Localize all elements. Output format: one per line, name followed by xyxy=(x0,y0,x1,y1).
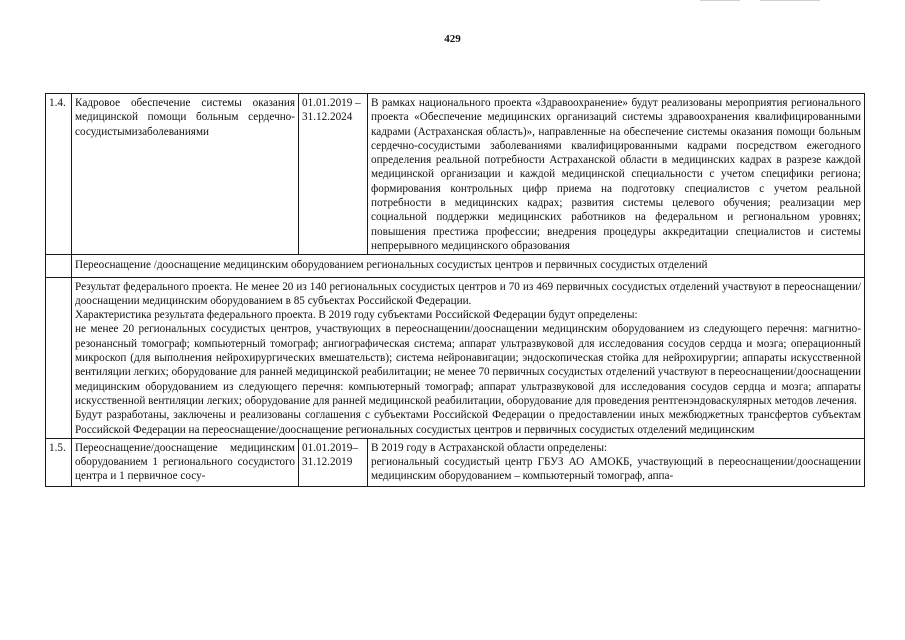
row-number: 1.5. xyxy=(46,438,72,486)
date-start: 01.01.2019 – xyxy=(302,97,361,109)
paragraph: не менее 20 региональных сосудистых центров, участвующих в переоснащении/дооснащении медицинским оборудованием из следующего перечня: магнитно-резонансный томограф; компьютерный томограф; ангиографическая система; аппарат ультразвуковой для исследования сосудов сердца и мозга; операционный микроскоп (для выполнения нейрохирургических вмешательств); система нейронавигации; эндоскопическая стойка для нейрохирургии; аппараты искусственной вентиляции легких; оборудование для ранней медицинской реабилитации; не менее 70 первичных сосудистых отделений участвуют в переоснащении/дооснащении медицинским оборудованием из следующего перечня: компьютерный томограф; аппарат ультразвуковой для исследования сосудов сердца и мозга; аппараты искусственной вентиляции легких; оборудование для ранней медицинской реабилитации, оборудование для проведения рентгенэндоваскулярных методов лечения. xyxy=(75,323,861,407)
date-cell xyxy=(299,438,368,486)
description-cell: В рамках национального проекта «Здравоохранение» будут реализованы мероприятия регионального проекта «Обеспечение медицинских организаций системы здравоохранения квалифицированными кадрами (Астраханская область)», направленные на обеспечение системы оказания помощи больным сердечно-сосудистыми заболеваниями квалифицированными кадрами посредством ежегодного определения реальной потребности Астраханской области в медицинских кадрах в разрезе каждой медицинской организации и каждой медицинской специальности с учетом специфики региона; формирования контрольных цифр приема на подготовку специалистов с учетом реальной потребности в медицинских кадрах; развития системы целевого обучения; реализации мер социальной поддержки медицинских работников на федеральном и региональном уровнях; повышения престижа профессии; внедрения процедуры аккредитации специалистов и системы непрерывного медицинского образования xyxy=(368,94,865,255)
empty-cell xyxy=(46,277,72,438)
paragraph: Характеристика результата федерального проекта. В 2019 году субъектами Российской Федерации будут определены: xyxy=(75,309,638,322)
date-cell xyxy=(299,94,368,255)
date-end: 31.12.2024 xyxy=(302,111,353,124)
description-cell xyxy=(368,438,865,486)
empty-cell xyxy=(46,255,72,277)
section-heading: Переоснащение /дооснащение медицинским оборудованием региональных сосудистых центров и первичных сосудистых отделений xyxy=(72,255,865,277)
table-row xyxy=(46,438,865,486)
row-number: 1.4. xyxy=(46,94,72,255)
date-start: 01.01.2019– xyxy=(302,441,358,454)
description-line: В 2019 году в Астраханской области определены: xyxy=(371,441,608,454)
page-number: 429 xyxy=(444,33,461,45)
table-row xyxy=(46,94,865,255)
measures-table xyxy=(45,93,865,487)
description-line: региональный сосудистый центр ГБУЗ АО АМОКБ, участвующий в переоснащении/дооснащении медицинским оборудованием – компьютерный томограф, аппа- xyxy=(371,456,861,483)
scan-artifact xyxy=(760,0,820,1)
task-text: Переоснащение/дооснащение медицинским оборудованием 1 регионального сосудистого центра и 1 первичное сосу- xyxy=(75,441,295,483)
date-end: 31.12.2019 xyxy=(302,456,353,469)
paragraph: Результат федерального проекта. Не менее 20 из 140 региональных сосудистых центров и 70 из 469 первичных сосудистых отделений участвуют в переоснащении/дооснащении медицинским оборудованием в 85 субъектах Российской Федерации. xyxy=(75,280,861,307)
federal-result-row xyxy=(46,277,865,438)
task-cell: Кадровое обеспечение системы оказания медицинской помощи больным сердечно-сосудистымизаболеваниями xyxy=(72,94,299,255)
federal-result-cell xyxy=(72,277,865,438)
scan-artifact xyxy=(700,0,740,1)
section-heading-row xyxy=(46,255,865,277)
paragraph: Будут разработаны, заключены и реализованы соглашения с субъектами Российской Федерации о предоставлении иных межбюджетных трансфертов субъектам Российской Федерации на переоснащение/дооснащение региональных сосудистых центров и первичных сосудистых отделений медицинским xyxy=(75,409,861,436)
task-cell xyxy=(72,438,299,486)
